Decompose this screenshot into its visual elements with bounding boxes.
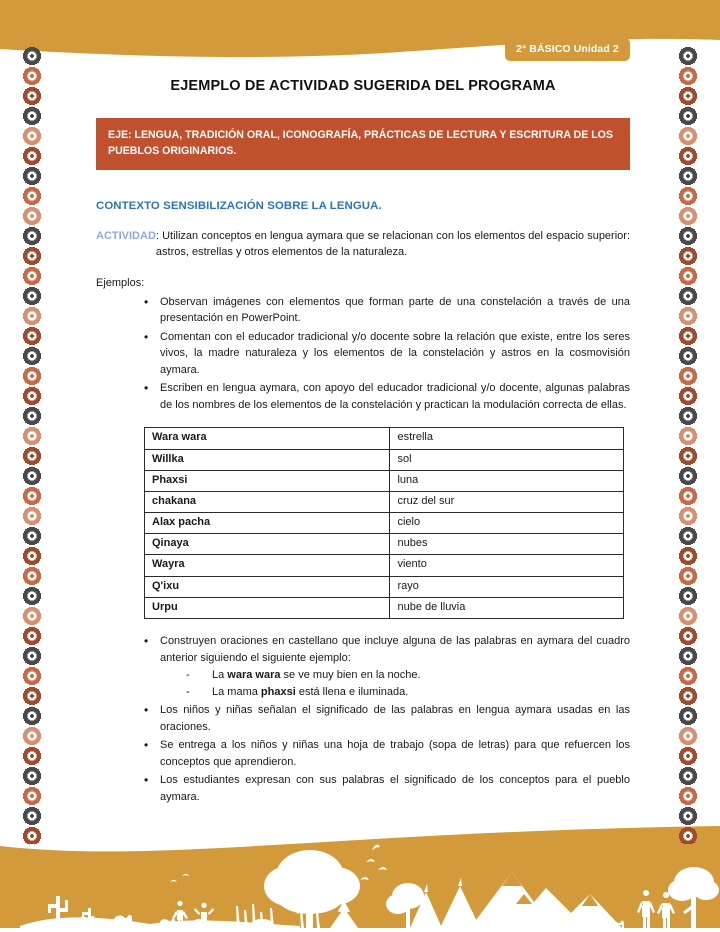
table-cell-term: Alax pacha	[145, 513, 390, 534]
table-cell-meaning: cruz del sur	[390, 491, 624, 512]
example-post: está llena e iluminada.	[295, 685, 409, 698]
table-cell-term: Wayra	[145, 555, 390, 576]
table-cell-meaning: cielo	[390, 513, 624, 534]
table-cell-meaning: estrella	[390, 428, 624, 449]
table-row	[145, 597, 624, 618]
table-cell-meaning: nubes	[390, 534, 624, 555]
list-item: • Observan imágenes con elementos que forman parte de una constelación a través de una presentación en PowerPoint.	[144, 294, 630, 327]
bottom-landscape-band	[0, 824, 720, 932]
table-row	[145, 470, 624, 491]
table-row	[145, 513, 624, 534]
table-row	[145, 534, 624, 555]
list-item: • Comentan con el educador tradicional y/o docente sobre la relación que existe, entre los seres vivos, la madre naturaleza y los elementos de la constelación y astros en la cosmovisión aymara.	[144, 329, 630, 379]
table-row	[145, 576, 624, 597]
table-cell-meaning: nube de lluvia	[390, 597, 624, 618]
page-title: EJEMPLO DE ACTIVIDAD SUGERIDA DEL PROGRAMA	[170, 78, 556, 94]
aymara-term: wara wara	[227, 669, 281, 681]
list-item	[144, 633, 630, 700]
example-pre: La	[212, 669, 228, 681]
aymara-term: phaxsi	[260, 685, 296, 698]
table-row	[145, 555, 624, 576]
table-cell-term: Phaxsi	[145, 470, 390, 491]
example-post: se ve muy bien en la noche.	[280, 669, 421, 681]
vocabulary-table	[144, 427, 624, 619]
actividad-label: ACTIVIDAD	[96, 229, 156, 242]
actividad-text: : Utilizan conceptos en lengua aymara que se relacionan con los elementos del espacio superior: astros, estrellas y otros elementos de la naturaleza.	[155, 229, 630, 259]
table-cell-meaning: rayo	[390, 576, 624, 597]
construyen-text: Construyen oraciones en castellano que incluye alguna de las palabras en aymara del cuadro anterior siguiendo el siguiente ejemplo:	[160, 635, 630, 664]
table-row	[145, 449, 624, 470]
examples-list-bottom	[96, 633, 630, 805]
ejemplos-label: Ejemplos:	[96, 276, 145, 289]
sentence-examples	[160, 667, 630, 700]
unit-badge: 2° BÁSICO Unidad 2	[505, 38, 630, 61]
example-pre: La mama	[212, 685, 261, 698]
table-cell-meaning: viento	[390, 555, 624, 576]
table-row	[145, 428, 624, 449]
table-cell-meaning: luna	[390, 470, 624, 491]
list-item: • Escriben en lengua aymara, con apoyo del educador tradicional y/o docente, algunas palabras de los nombres de los elementos de la constelación y practican la modulación correcta de ellas.	[144, 380, 630, 413]
table-cell-term: Willka	[145, 449, 390, 470]
table-cell-term: chakana	[145, 491, 390, 512]
eje-banner: EJE: LENGUA, TRADICIÓN ORAL, ICONOGRAFÍA, PRÁCTICAS DE LECTURA Y ESCRITURA DE LOS PUEBLOS ORIGINARIOS.	[96, 118, 630, 170]
actividad-block	[96, 228, 630, 261]
list-item: • Los estudiantes expresan con sus palabras el significado de los conceptos para el pueblo aymara.	[144, 772, 630, 805]
contexto-heading: CONTEXTO SENSIBILIZACIÓN SOBRE LA LENGUA.	[96, 199, 382, 212]
table-cell-term: Qinaya	[145, 534, 390, 555]
list-item	[186, 667, 630, 684]
list-item: • Los niños y niñas señalan el significado de las palabras en lengua aymara usadas en las oraciones.	[144, 702, 630, 735]
list-item	[186, 684, 630, 701]
examples-list-top	[96, 294, 630, 414]
table-cell-term: Q'ixu	[145, 576, 390, 597]
table-row	[145, 491, 624, 512]
table-cell-term: Wara wara	[145, 428, 390, 449]
table-cell-meaning: sol	[390, 449, 624, 470]
list-item: • Se entrega a los niños y niñas una hoja de trabajo (sopa de letras) para que refuercen los conceptos que aprendieron.	[144, 737, 630, 770]
table-cell-term: Urpu	[145, 597, 390, 618]
